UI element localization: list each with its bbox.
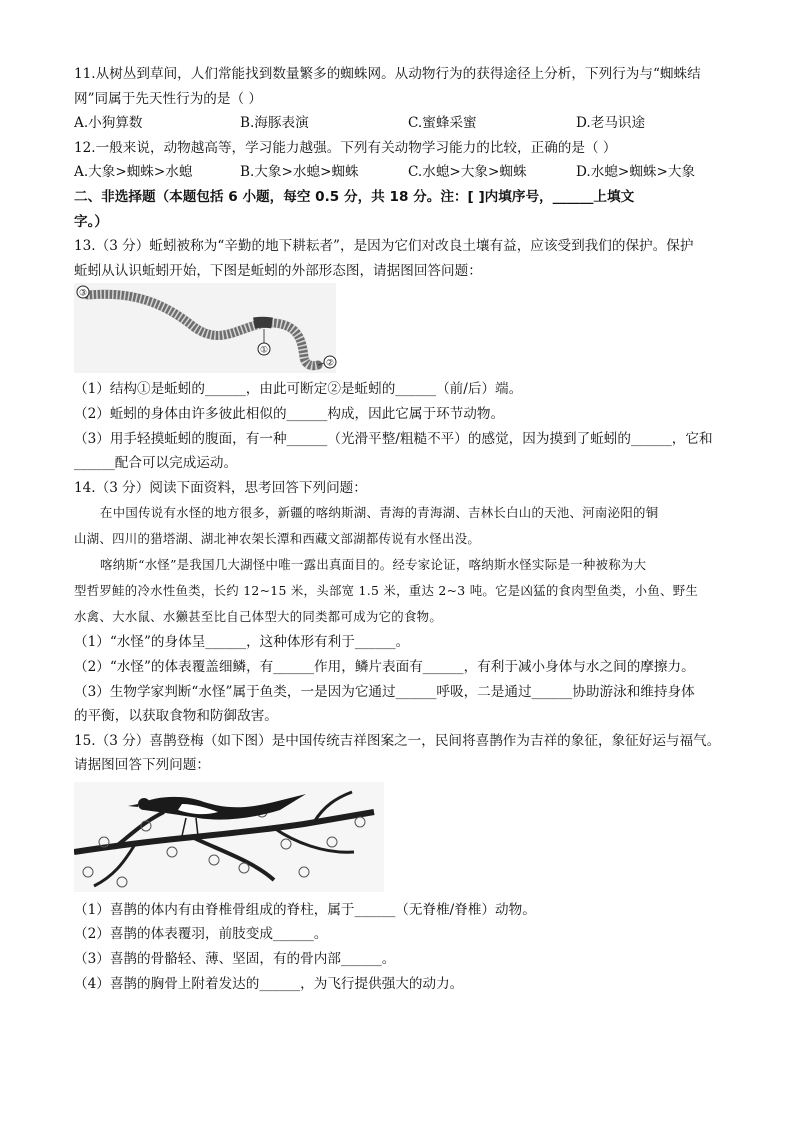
q15-sub1: （1）喜鹊的体内有由脊椎骨组成的脊柱，属于______（无脊椎/脊椎）动物。 bbox=[74, 901, 536, 918]
q15-stem-line2: 请据图回答下列问题： bbox=[74, 757, 210, 774]
q14-sub3-line1: （3）生物学家判断“水怪”属于鱼类，一是因为它通过______呼吸，二是通过______协助游泳和维持身体 bbox=[74, 683, 695, 700]
q14-stem: 14.（3 分）阅读下面资料，思考回答下列问题： bbox=[74, 479, 367, 496]
q13-stem-line2: 蚯蚓从认识蚯蚓开始，下图是蚯蚓的外部形态图，请据图回答问题： bbox=[74, 262, 482, 279]
exam-page bbox=[74, 62, 764, 996]
magpie-drawing bbox=[74, 782, 390, 894]
q11-option-b: B.海豚表演 bbox=[240, 115, 309, 132]
section2-heading-line1: 二、非选择题（本题包括 6 小题，每空 0.5 分，共 18 分。注：[ ]内填序号，______上填文 bbox=[74, 188, 635, 205]
q12-option-a: A.大象>蜘蛛>水螅 bbox=[74, 164, 193, 181]
q13-sub2: （2）蚯蚓的身体由许多彼此相似的______构成，因此它属于环节动物。 bbox=[74, 405, 505, 422]
magpie-plum-figure bbox=[74, 778, 764, 898]
q11-option-a: A.小狗算数 bbox=[74, 115, 143, 132]
q14-p1-line1: 在中国传说有水怪的地方很多，新疆的喀纳斯湖、青海的青海湖、吉林长白山的天池、河南泌阳的铜 bbox=[100, 505, 659, 521]
q12-option-c: C.水螅>大象>蜘蛛 bbox=[408, 164, 527, 181]
earthworm-figure bbox=[74, 283, 764, 377]
q14-p2-line2: 型哲罗鲑的冷水性鱼类，长约 12~15 米，头部宽 1.5 米，重达 2~3 吨。它是凶猛的食肉型鱼类，小鱼、野生 bbox=[74, 583, 699, 599]
q13-stem-line1: 13.（3 分）蚯蚓被称为“辛勤的地下耕耘者”，是因为它们对改良土壤有益，应该受到我们的保护。保护 bbox=[74, 238, 694, 255]
q15-sub2: （2）喜鹊的体表覆羽，前肢变成______。 bbox=[74, 926, 328, 943]
q14-p1-line2: 山湖、四川的猎塔湖、湖北神农架长潭和西藏文部湖都传说有水怪出没。 bbox=[74, 531, 481, 547]
q15-sub3: （3）喜鹊的骨骼轻、薄、坚固，有的骨内部______。 bbox=[74, 951, 396, 968]
q12-stem: 12.一般来说，动物越高等，学习能力越强。下列有关动物学习能力的比较，正确的是（ ） bbox=[74, 139, 617, 156]
section2-heading-line2: 字。） bbox=[74, 213, 108, 230]
q14-p2-line1: 喀纳斯“水怪”是我国几大湖怪中唯一露出真面目的。经专家论证，喀纳斯水怪实际是一种被称为大 bbox=[100, 557, 647, 573]
q14-sub3-line2: 的平衡，以获取食物和防御敌害。 bbox=[74, 708, 278, 725]
q11-option-d: D.老马识途 bbox=[576, 115, 646, 132]
q13-sub1: （1）结构①是蚯蚓的______，由此可断定②是蚯蚓的______（前/后）端。 bbox=[74, 381, 523, 398]
label-1: ① bbox=[259, 345, 269, 356]
q11-options bbox=[74, 111, 764, 136]
q11-stem-line1: 11.从树丛到草间，人们常能找到数量繁多的蜘蛛网。从动物行为的获得途径上分析，下列行为与“蜘蛛结 bbox=[74, 66, 701, 82]
q11-option-c: C.蜜蜂采蜜 bbox=[408, 115, 477, 132]
earthworm-drawing bbox=[74, 283, 344, 375]
q15-stem-line1: 15.（3 分）喜鹊登梅（如下图）是中国传统吉祥图案之一，民间将喜鹊作为吉祥的象征，象征好运与福气。 bbox=[74, 732, 721, 749]
q12-option-b: B.大象>水螅>蜘蛛 bbox=[240, 164, 359, 181]
q12-option-d: D.水螅>蜘蛛>大象 bbox=[576, 164, 696, 181]
label-3: ③ bbox=[78, 288, 88, 299]
q14-sub1: （1）“水怪”的身体呈______，这种体形有利于______。 bbox=[74, 634, 410, 651]
q13-sub3-line2: ______配合可以完成运动。 bbox=[74, 455, 238, 472]
q14-p2-line3: 水禽、大水鼠、水獭甚至比自己体型大的同类都可成为它的食物。 bbox=[74, 609, 443, 625]
q11-stem-line2: 网”同属于先天性行为的是（ ） bbox=[74, 90, 262, 107]
q14-sub2: （2）“水怪”的体表覆盖细鳞，有______作用，鳞片表面有______，有利于减小身体与水之间的摩擦力。 bbox=[74, 658, 695, 675]
q13-sub3-line1: （3）用手轻摸蚯蚓的腹面，有一种______（光滑平整/粗糙不平）的感觉，因为摸到了蚯蚓的______，它和 bbox=[74, 430, 713, 447]
label-2: ② bbox=[325, 358, 335, 369]
q14-passage bbox=[74, 500, 764, 630]
q15-sub4: （4）喜鹊的胸骨上附着发达的______，为飞行提供强大的动力。 bbox=[74, 975, 464, 992]
q12-options bbox=[74, 160, 764, 185]
